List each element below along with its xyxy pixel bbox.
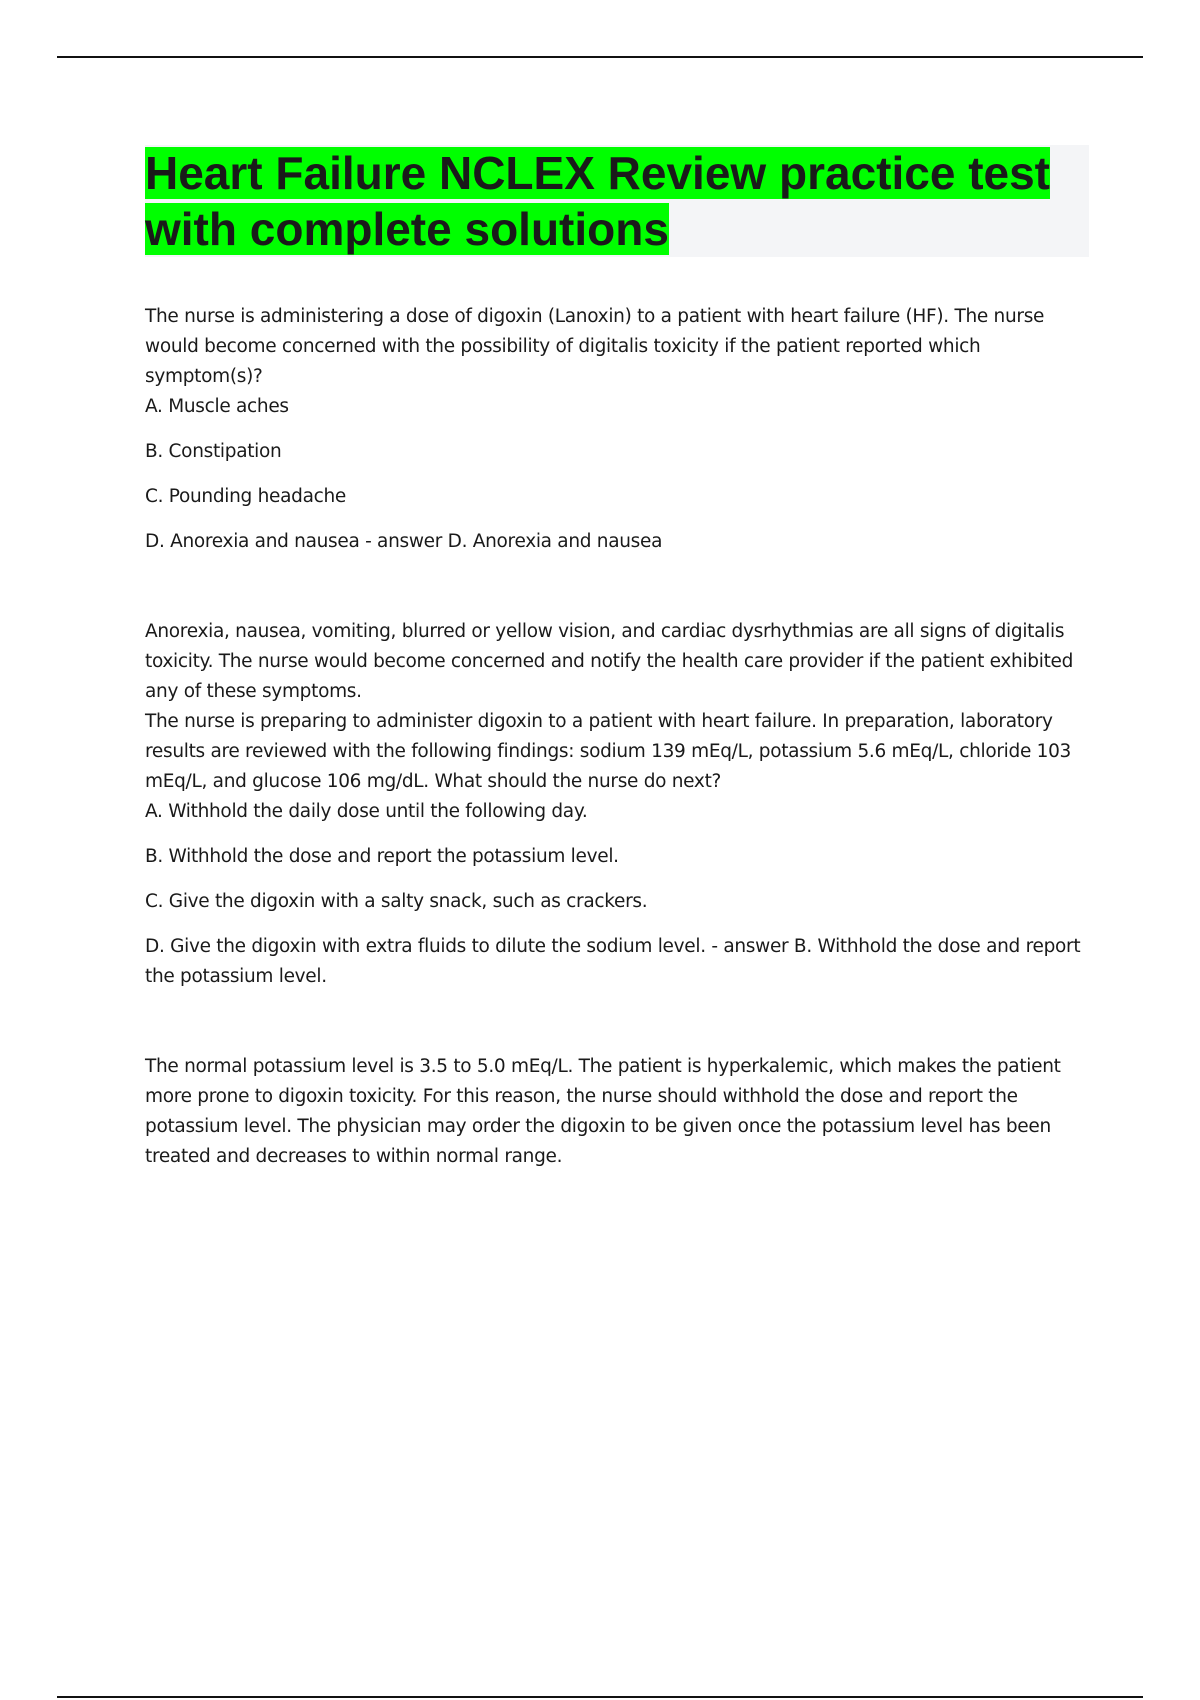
answer-option: A. Muscle aches — [145, 396, 289, 417]
title-block — [145, 145, 1089, 257]
page-title — [145, 145, 1089, 257]
title-highlight: Heart Failure NCLEX Review practice test with complete solutions — [145, 147, 1050, 255]
question-stem: The nurse is administering a dose of digoxin (Lanoxin) to a patient with heart failure (HF). The nurse would become concerned with the possibility of digitalis toxicity if the patient reported which symptom(s)? — [145, 306, 1045, 387]
footer-rule — [57, 1696, 1143, 1698]
answer-options — [145, 797, 1095, 992]
answer-option: D. Anorexia and nausea - answer D. Anorexia and nausea — [145, 531, 663, 552]
header-rule — [57, 56, 1143, 58]
rationale: Anorexia, nausea, vomiting, blurred or yellow vision, and cardiac dysrhythmias are all signs of digitalis toxicity. The nurse would become concerned and notify the health care provider if the patient exhibited any of these symptoms. — [145, 621, 1074, 702]
question-stem: The nurse is preparing to administer digoxin to a patient with heart failure. In preparation, laboratory results are reviewed with the following findings: sodium 139 mEq/L, potassium 5.6 mEq/L, chloride 103 mEq/L, and glucose 106 mg/dL. What should the nurse do next? — [145, 711, 1072, 792]
answer-option: B. Withhold the dose and report the potassium level. — [145, 846, 619, 867]
answer-option: D. Give the digoxin with extra fluids to dilute the sodium level. - answer B. Withhold the dose and report the potassium level. — [145, 936, 1081, 987]
answer-option: C. Pounding headache — [145, 486, 346, 507]
question-item — [145, 302, 1095, 707]
document-body — [145, 302, 1095, 1172]
rationale: The normal potassium level is 3.5 to 5.0 mEq/L. The patient is hyperkalemic, which makes the patient more prone to digoxin toxicity. For this reason, the nurse should withhold the dose and report the potassium level. The physician may order the digoxin to be given once the potassium level has been treated and decreases to within normal range. — [145, 1056, 1061, 1167]
answer-option: C. Give the digoxin with a salty snack, such as crackers. — [145, 891, 648, 912]
answer-option: A. Withhold the daily dose until the following day. — [145, 801, 588, 822]
answer-options — [145, 392, 1095, 557]
question-item — [145, 707, 1095, 1172]
answer-option: B. Constipation — [145, 441, 282, 462]
